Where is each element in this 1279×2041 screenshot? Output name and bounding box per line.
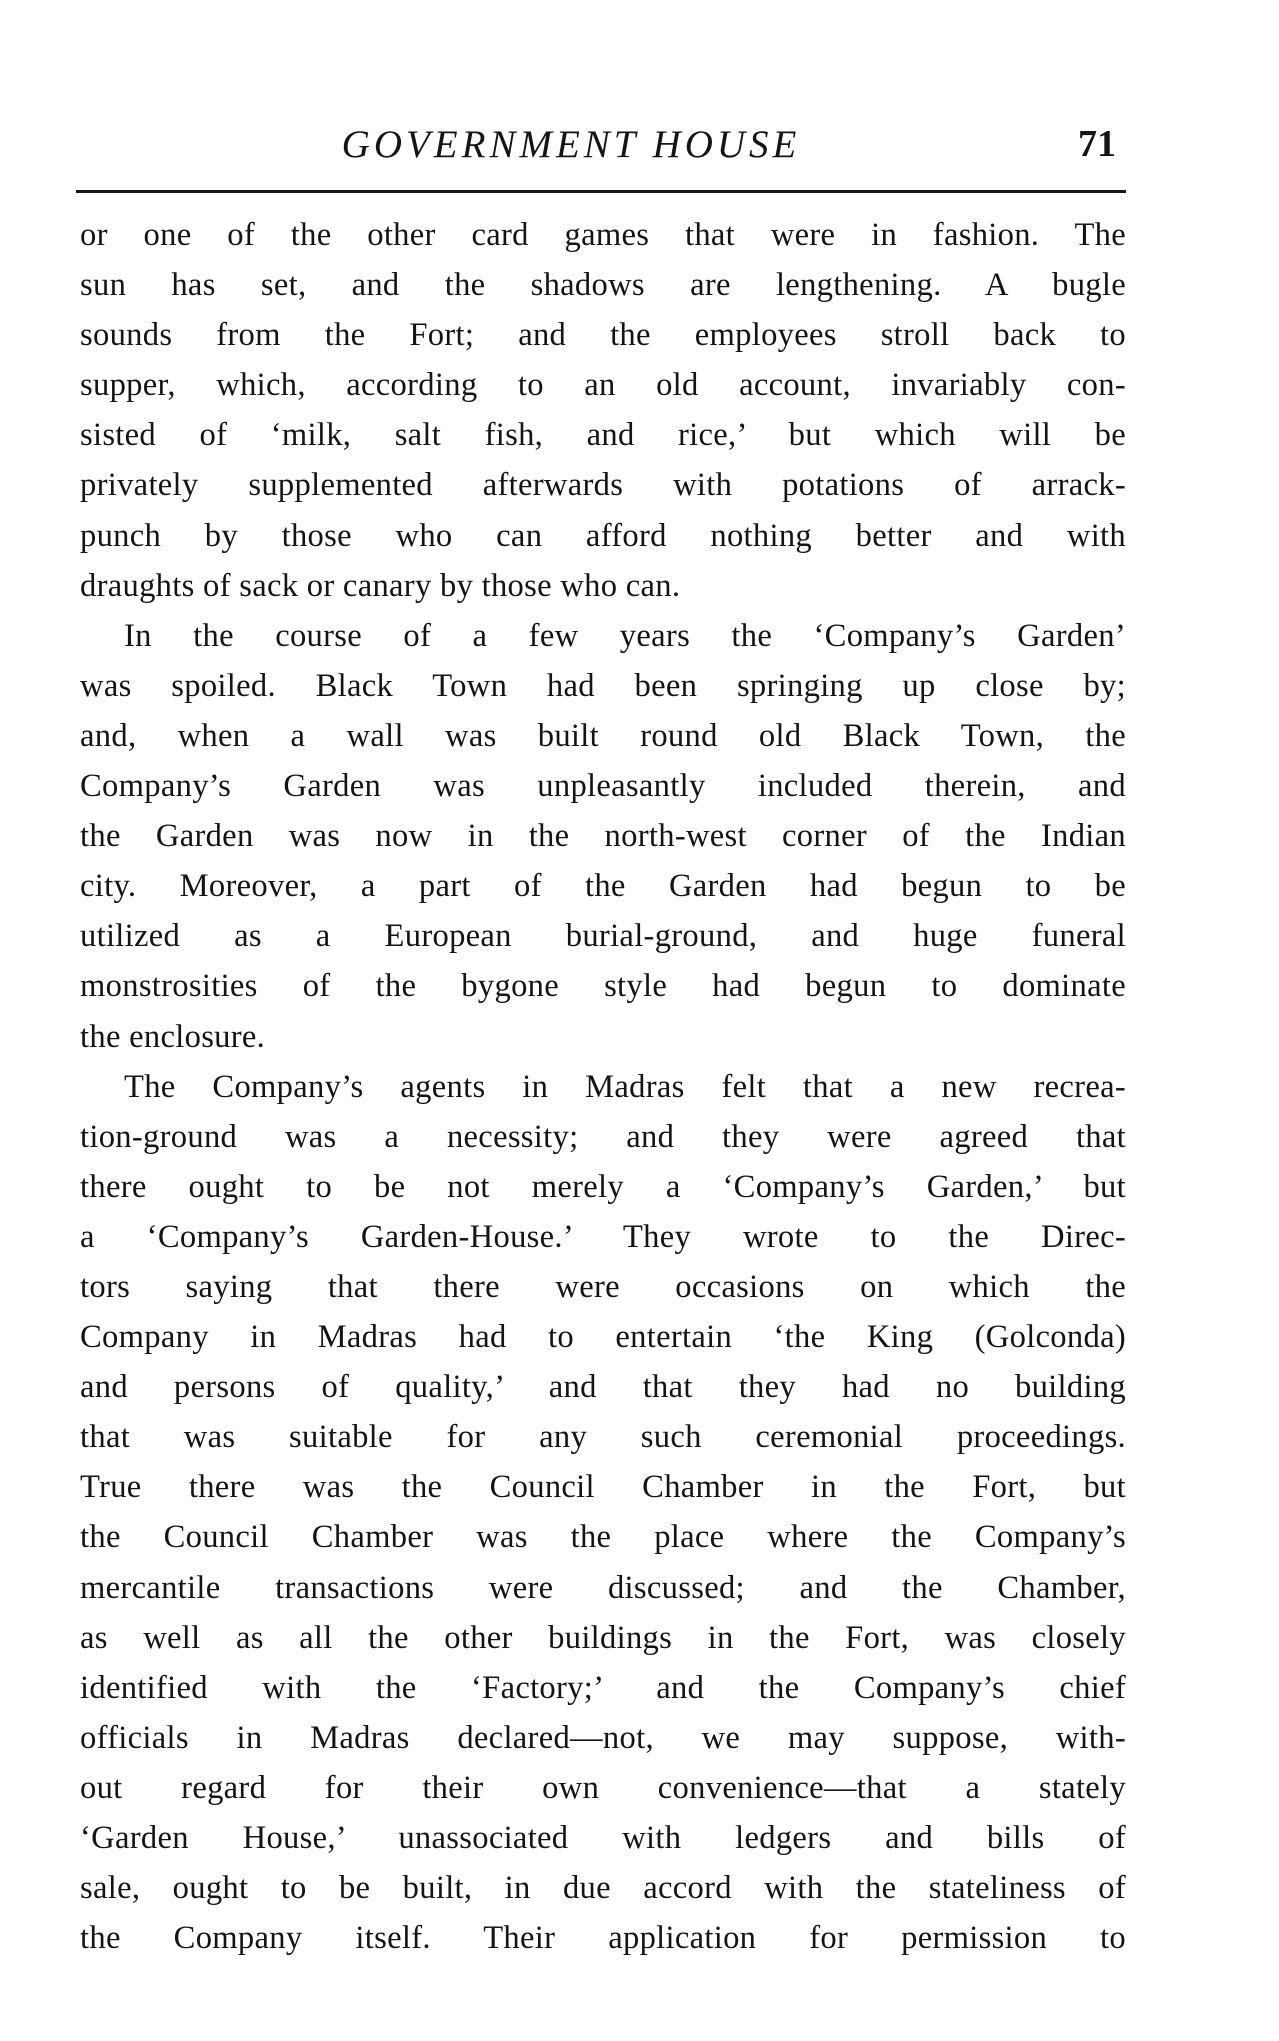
running-head (76, 122, 1126, 182)
text-line: the Company itself. Their application for permission to (80, 1920, 1126, 1957)
text-line: mercantile transactions were discussed; and the Chamber, (80, 1569, 1126, 1606)
text-line: and, when a wall was built round old Black Town, the (80, 717, 1126, 754)
text-line: the enclosure. (80, 1018, 266, 1055)
text-line: officials in Madras declared—not, we may suppose, with- (80, 1719, 1126, 1756)
text-line: draughts of sack or canary by those who can. (80, 567, 681, 604)
text-line: Company in Madras had to entertain ‘the King (Golconda) (80, 1319, 1126, 1356)
text-line: privately supplemented afterwards with potations of arrack- (80, 467, 1126, 504)
text-line: utilized as a European burial-ground, and huge funeral (80, 918, 1126, 955)
text-line: tion-ground was a necessity; and they were agreed that (80, 1118, 1126, 1155)
text-line: monstrosities of the bygone style had begun to dominate (80, 968, 1126, 1005)
text-line: a ‘Company’s Garden-House.’ They wrote to the Direc- (80, 1218, 1126, 1255)
text-line: was spoiled. Black Town had been springing up close by; (80, 667, 1126, 704)
text-line: out regard for their own convenience—that a stately (80, 1769, 1126, 1806)
text-line: sun has set, and the shadows are lengthening. A bugle (80, 267, 1126, 304)
header-rule (76, 190, 1126, 193)
text-line: or one of the other card games that were in fashion. The (80, 217, 1126, 253)
text-line: In the course of a few years the ‘Company’s Garden’ (124, 617, 1126, 654)
text-line: city. Moreover, a part of the Garden had begun to be (80, 868, 1126, 905)
text-line: that was suitable for any such ceremonial proceedings. (80, 1419, 1126, 1456)
text-line: punch by those who can afford nothing better and with (80, 517, 1126, 554)
text-line: sounds from the Fort; and the employees stroll back to (80, 317, 1126, 354)
text-line: sale, ought to be built, in due accord with the stateliness of (80, 1870, 1126, 1907)
running-title: GOVERNMENT HOUSE (341, 123, 801, 166)
text-line: identified with the ‘Factory;’ and the Company’s chief (80, 1669, 1126, 1706)
text-line: supper, which, according to an old account, invariably con- (80, 367, 1126, 404)
text-line: and persons of quality,’ and that they had no building (80, 1369, 1126, 1406)
text-line: The Company’s agents in Madras felt that a new recrea- (124, 1068, 1126, 1105)
text-line: Company’s Garden was unpleasantly included therein, and (80, 768, 1126, 805)
text-line: True there was the Council Chamber in the Fort, but (80, 1469, 1126, 1506)
text-line: tors saying that there were occasions on which the (80, 1268, 1126, 1305)
text-line: as well as all the other buildings in the Fort, was closely (80, 1619, 1126, 1656)
page-number: 71 (1078, 123, 1116, 165)
text-line: the Garden was now in the north-west corner of the Indian (80, 818, 1126, 855)
text-line: the Council Chamber was the place where the Company’s (80, 1519, 1126, 1556)
text-line: sisted of ‘milk, salt fish, and rice,’ but which will be (80, 417, 1126, 454)
body-text (80, 210, 1126, 1963)
text-line: there ought to be not merely a ‘Company’s Garden,’ but (80, 1168, 1126, 1205)
text-line: ‘Garden House,’ unassociated with ledgers and bills of (80, 1820, 1126, 1856)
